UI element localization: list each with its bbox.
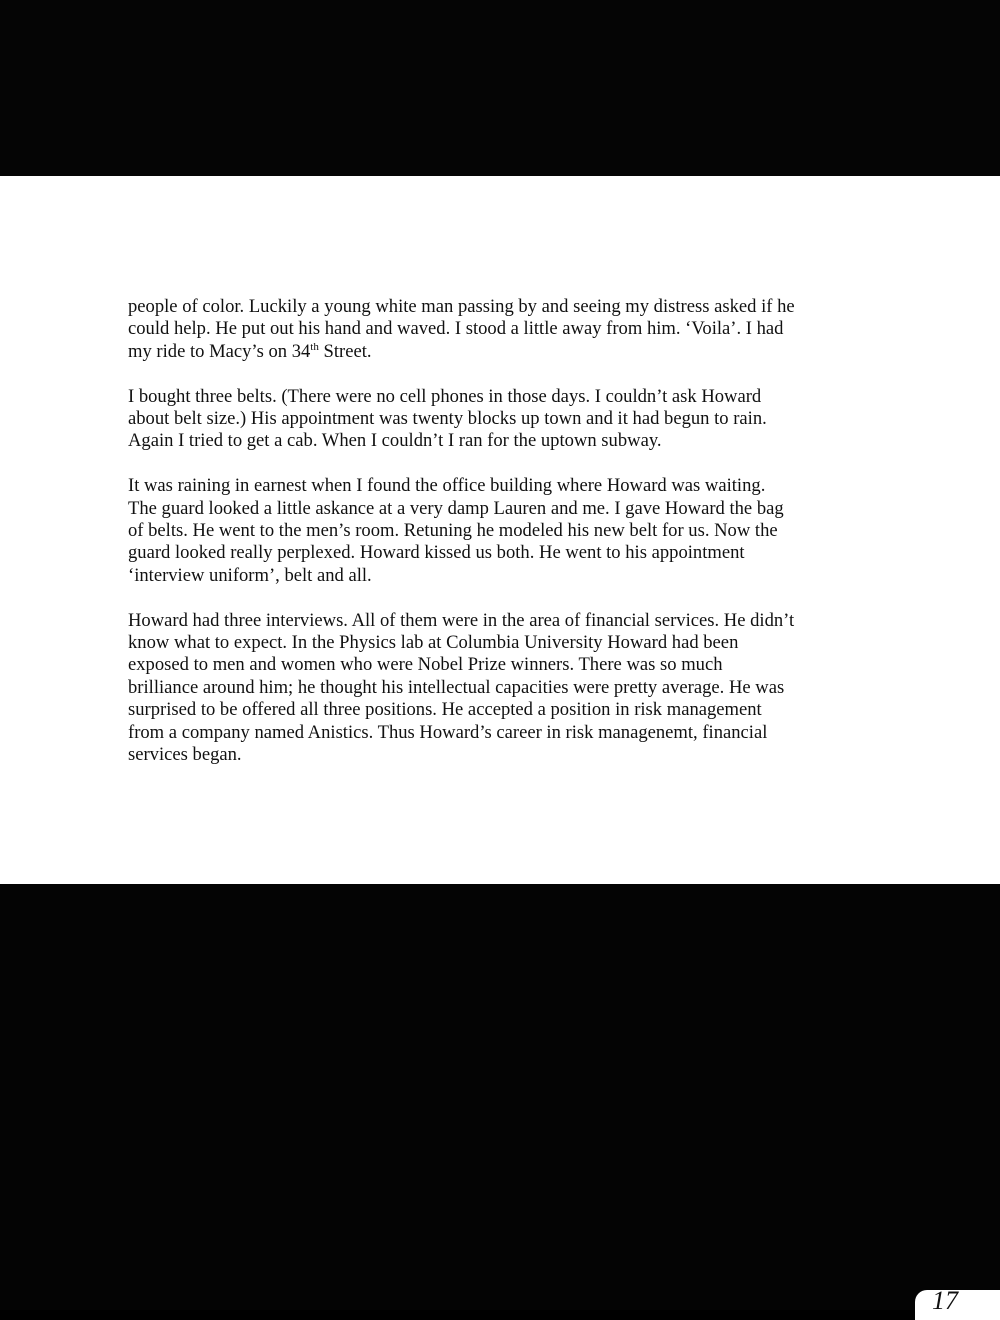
paragraph-3: It was raining in earnest when I found the office building where Howard was waiting. The guard looked a little askance at a very damp Lauren and me. I gave Howard the bag of belts. He went to the men’s room. Retuning he modeled his new belt for us. Now the guard looked really perplexed. Howard kissed us both. He went to his appointment ‘interview uniform’, belt and all. [128, 475, 784, 586]
paragraph-2: I bought three belts. (There were no cell phones in those days. I couldn’t ask Howard about belt size.) His appointment was twenty blocks up town and it had begun to rain. Again I tried to get a cab. When I couldn’t I ran for the uptown subway. [128, 385, 767, 452]
paragraph-1-line-3-start: my ride to Macy’s on 34 [128, 340, 311, 362]
paragraph-1-line-2: could help. He put out his hand and waved. I stood a little away from him. ‘Voila’. I had [128, 318, 784, 340]
ordinal-suffix: th [310, 340, 319, 353]
paragraph-4: Howard had three interviews. All of them were in the area of financial services. He didn’t know what to expect. In the Physics lab at Columbia University Howard had been exposed to men and women who were Nobel Prize winners. There was so much brilliance around him; he thought his intellectual capacities were pretty average. He was surprised to be offered all three positions. He accepted a position in risk management from a company named Anistics. Thus Howard’s career in risk managenemt, financial services began. [128, 609, 795, 766]
page-number: 17 [932, 1286, 958, 1315]
paragraph-1-line-3-end: Street. [318, 340, 372, 362]
document-body [128, 296, 868, 789]
paragraph-1 [128, 296, 868, 363]
paragraph-1-line-1: people of color. Luckily a young white man passing by and seeing my distress asked if he [128, 296, 795, 317]
scan-background-bottom [0, 884, 1000, 1315]
scan-background-top [0, 0, 1000, 176]
